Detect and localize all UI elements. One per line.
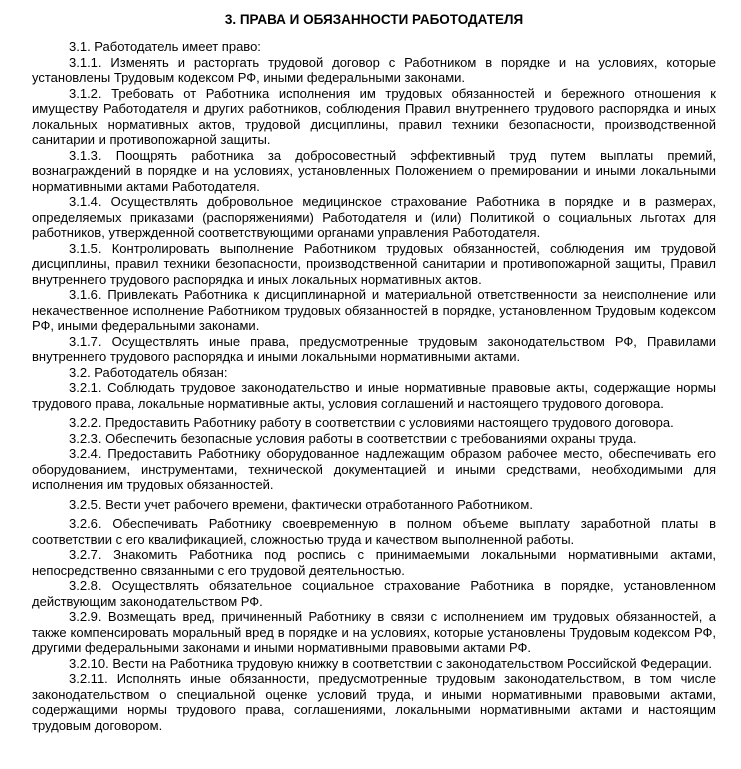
paragraph-3-2-1: 3.2.1. Соблюдать трудовое законодательство и иные нормативные правовые акты, содержащие нормы трудового права, локальные нормативные акты, условия соглашений и настоящего трудового договора. [32,380,716,411]
paragraph-3-2-7: 3.2.7. Знакомить Работника под роспись с принимаемыми локальными нормативными актами, непосредственно связанными с его трудовой деятельностью. [32,547,716,578]
paragraph-3-2-4: 3.2.4. Предоставить Работнику оборудованное надлежащим образом рабочее место, обеспечивать его оборудованием, инструментами, технической документацией и иными средствами, необходимыми для исполнения им трудовых обязанностей. [32,446,716,492]
paragraph-3-1-3: 3.1.3. Поощрять работника за добросовестный эффективный труд путем выплаты премий, вознаграждений в порядке и на условиях, установленных Положением о премировании и иными локальными нормативными актами Работодателя. [32,147,716,194]
paragraph-3-1-7: 3.1.7. Осуществлять иные права, предусмотренные трудовым законодательством РФ, Правилами внутреннего трудового распорядка и иными локальными нормативными актами. [32,333,716,364]
paragraph-3-2-5: 3.2.5. Вести учет рабочего времени, фактически отработанного Работником. [69,496,533,512]
paragraph-3-2-6: 3.2.6. Обеспечивать Работнику своевременную в полном объеме выплату заработной платы в соответствии с его квалификацией, сложностью труда и качеством выполненной работы. [32,516,716,547]
paragraph-3-1: 3.1. Работодатель имеет право: [69,39,261,54]
paragraph-3-2-10: 3.2.10. Вести на Работника трудовую книжку в соответствии с законодательством Российской Федерации. [69,655,712,671]
paragraph-3-2-11: 3.2.11. Исполнять иные обязанности, предусмотренные трудовым законодательством, в том числе законодательством о специальной оценке условий труда, и иными нормативными правовыми актами, содержащими нормы трудового права, соглашениями, локальными нормативными актами и настоящим трудовым договором. [32,671,716,733]
paragraph-3-1-6: 3.1.6. Привлекать Работника к дисциплинарной и материальной ответственности за неисполнение или некачественное исполнение Работником трудовых обязанностей в порядке, установленном Трудовым кодексом РФ, иными федеральными законами. [32,287,716,333]
paragraph-3-1-4: 3.1.4. Осуществлять добровольное медицинское страхование Работника в порядке и в размерах, определяемых приказами (распоряжениями) Работодателя и (или) Политикой о социальных льготах для работников, утвержденной соответствующими органами управления Работодателя. [32,194,716,240]
paragraph-3-1-2: 3.1.2. Требовать от Работника исполнения им трудовых обязанностей и бережного отношения к имуществу Работодателя и других работников, соблюдения Правил внутреннего трудового распорядка и иных локальных нормативных актов, трудовой дисциплины, правил техники безопасности, производственной санитарии и противопожарной защиты. [32,85,716,147]
paragraph-3-1-5: 3.1.5. Контролировать выполнение Работником трудовых обязанностей, соблюдения им трудовой дисциплины, правил техники безопасности, производственной санитарии и противопожарной защиты, Правил внутреннего трудового распорядка и иных локальных нормативных актов. [32,240,716,287]
paragraph-3-2-9: 3.2.9. Возмещать вред, причиненный Работнику в связи с исполнением им трудовых обязанностей, а также компенсировать моральный вред в порядке и на условиях, которые установлены Трудовым кодексом РФ, другими федеральными законами и иными нормативными правовыми актами РФ. [32,609,716,655]
paragraph-3-2-3: 3.2.3. Обеспечить безопасные условия работы в соответствии с требованиями охраны труда. [69,430,637,446]
paragraph-3-1-1: 3.1.1. Изменять и расторгать трудовой договор с Работником в порядке и на условиях, которые установлены Трудовым кодексом РФ, иными федеральными законами. [32,54,716,85]
paragraph-3-2-2: 3.2.2. Предоставить Работнику работу в соответствии с условиями настоящего трудового договора. [69,415,674,430]
section-title: 3. ПРАВА И ОБЯЗАННОСТИ РАБОТОДАТЕЛЯ [224,12,524,27]
paragraph-3-2: 3.2. Работодатель обязан: [69,364,228,380]
paragraph-3-2-8: 3.2.8. Осуществлять обязательное социальное страхование Работника в порядке, установленном действующим законодательством РФ. [32,578,716,609]
